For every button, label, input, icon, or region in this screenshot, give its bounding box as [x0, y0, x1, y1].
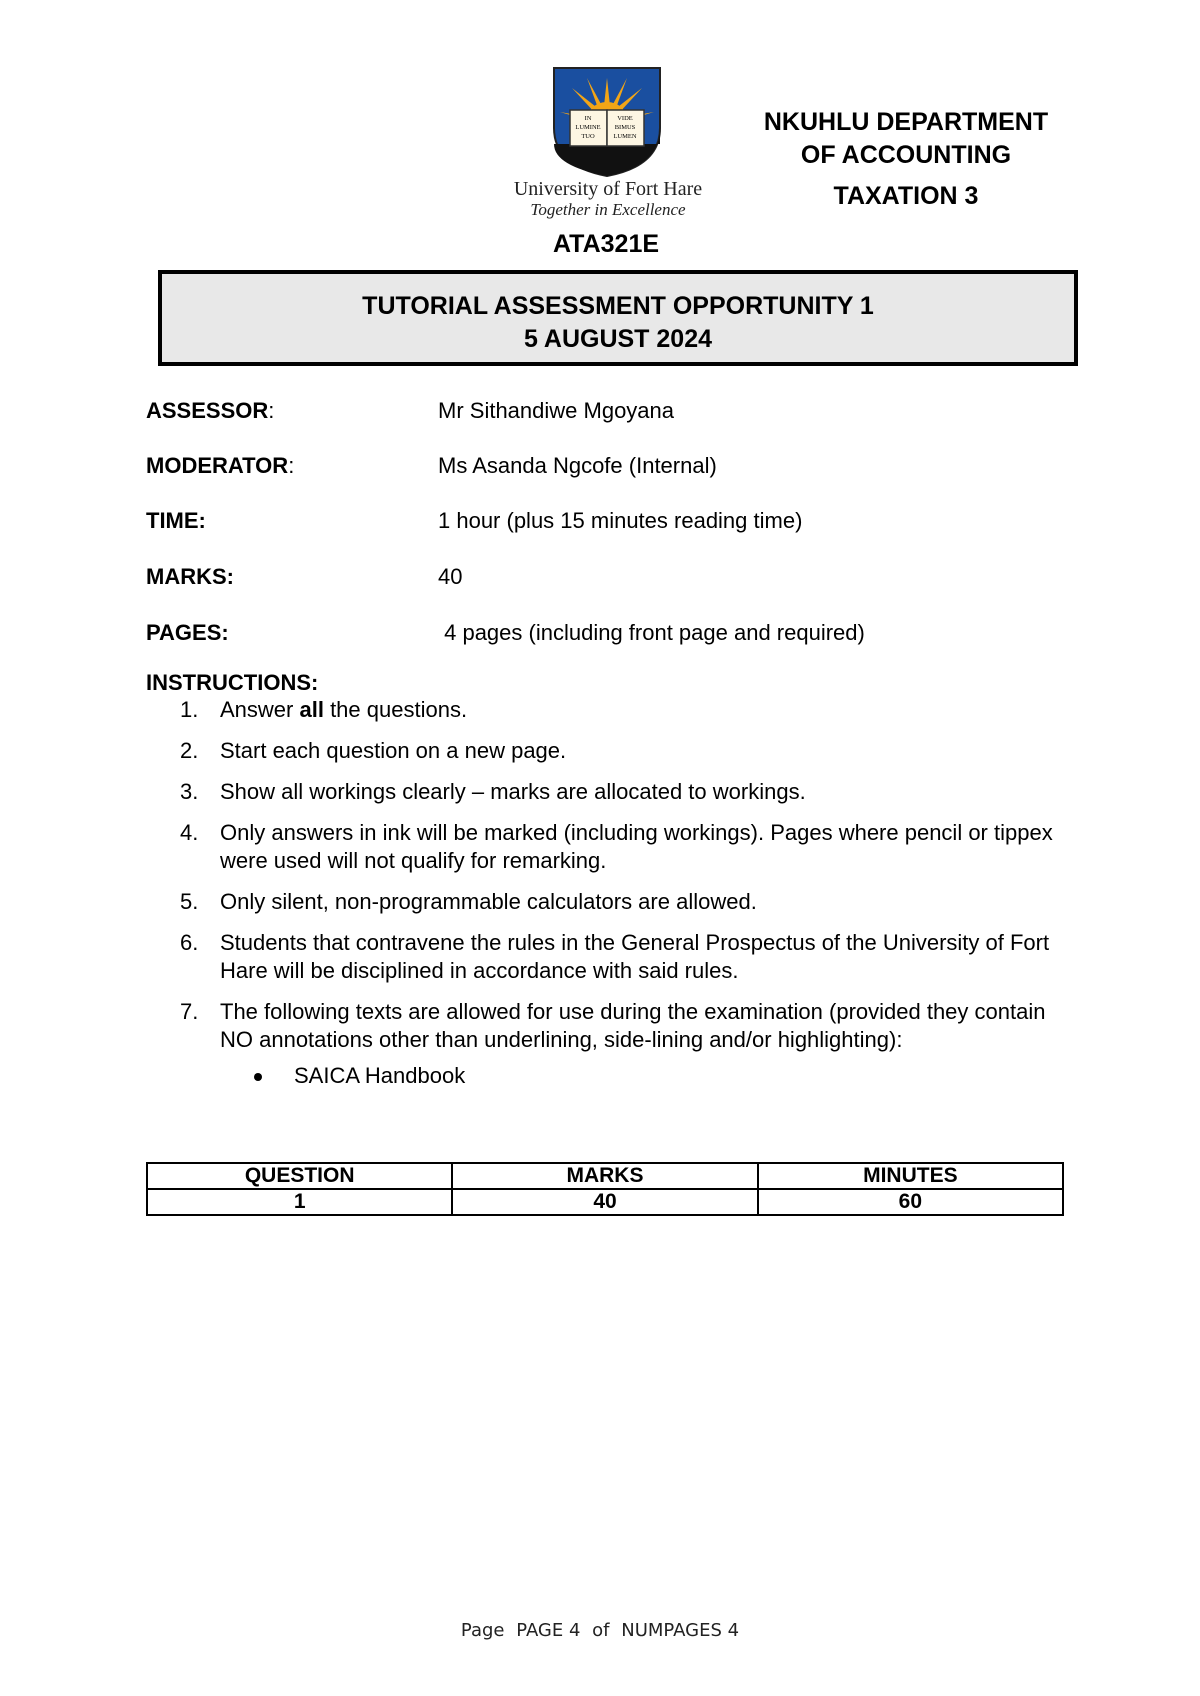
- detail-label: PAGES:: [146, 620, 229, 645]
- detail-value: 1 hour (plus 15 minutes reading time): [438, 508, 803, 533]
- footer-numpages-field: NUMPAGES 4: [621, 1620, 740, 1641]
- bullet-icon: [254, 1073, 262, 1081]
- table-header-row: [147, 1163, 1063, 1189]
- instruction-item: 6. Students that contravene the rules in the General Prospectus of the University of Fort Hare will be disciplined in accordance with said rules.: [180, 930, 1050, 983]
- university-crest-logo: [552, 66, 662, 178]
- instruction-item: 5. Only silent, non-programmable calculators are allowed.: [180, 889, 757, 914]
- subject-name: TAXATION 3: [833, 182, 979, 210]
- course-code: ATA321E: [552, 230, 660, 258]
- table-cell: 40: [452, 1189, 757, 1215]
- assessment-title-box: [158, 270, 1078, 366]
- university-name: University of Fort Hare: [513, 178, 703, 200]
- university-motto: Together in Excellence: [530, 200, 686, 219]
- svg-text:BIMUS: BIMUS: [614, 124, 636, 131]
- department-line-1: NKUHLU DEPARTMENT: [763, 108, 1049, 136]
- table-cell: 60: [758, 1189, 1063, 1215]
- instruction-item: 4. Only answers in ink will be marked (including workings). Pages where pencil or tippex were used will not qualify for remarking.: [180, 820, 1053, 873]
- detail-label: TIME:: [146, 508, 206, 533]
- svg-text:VIDE: VIDE: [617, 115, 633, 122]
- question-marks-table: [146, 1162, 1064, 1216]
- instructions-title: INSTRUCTIONS:: [146, 670, 319, 695]
- svg-text:TUO: TUO: [581, 133, 595, 140]
- detail-value: Ms Asanda Ngcofe (Internal): [438, 453, 717, 478]
- instruction-item: 3. Show all workings clearly – marks are allocated to workings.: [180, 779, 806, 804]
- column-header-minutes: MINUTES: [758, 1163, 1063, 1189]
- detail-value: 40: [438, 564, 463, 589]
- column-header-question: QUESTION: [147, 1163, 452, 1189]
- detail-value: 4 pages (including front page and required): [438, 620, 865, 645]
- allowed-text-item: SAICA Handbook: [220, 1062, 1066, 1090]
- detail-value: Mr Sithandiwe Mgoyana: [438, 398, 675, 423]
- department-line-2: OF ACCOUNTING: [800, 141, 1012, 169]
- instruction-item: 2. Start each question on a new page.: [180, 738, 567, 763]
- svg-text:LUMINE: LUMINE: [575, 124, 601, 131]
- instruction-item: 1. Answer all the questions.: [180, 697, 468, 722]
- assessment-title: TUTORIAL ASSESSMENT OPPORTUNITY 1: [362, 292, 874, 320]
- footer-page-field: PAGE 4: [516, 1620, 581, 1641]
- instructions-list: [146, 696, 1066, 1103]
- table-cell: 1: [147, 1189, 452, 1215]
- svg-text:IN: IN: [584, 115, 592, 122]
- detail-label: MARKS:: [146, 564, 234, 589]
- footer-page-label: Page: [460, 1620, 505, 1641]
- footer-of-label: of: [592, 1620, 610, 1641]
- detail-label: MODERATOR:: [146, 453, 295, 478]
- detail-label: ASSESSOR:: [146, 398, 275, 423]
- department-name: [726, 106, 1086, 172]
- page-footer: [0, 1620, 1200, 1641]
- allowed-texts-list: [220, 1062, 1066, 1090]
- table-row: [147, 1189, 1063, 1215]
- svg-text:LUMEN: LUMEN: [613, 133, 637, 140]
- instruction-item: 7. The following texts are allowed for use during the examination (provided they contain NO annotations other than underlining, side-lining and/or highlighting): SAICA Handbook: [146, 998, 1066, 1090]
- column-header-marks: MARKS: [452, 1163, 757, 1189]
- assessment-date: 5 AUGUST 2024: [523, 325, 713, 353]
